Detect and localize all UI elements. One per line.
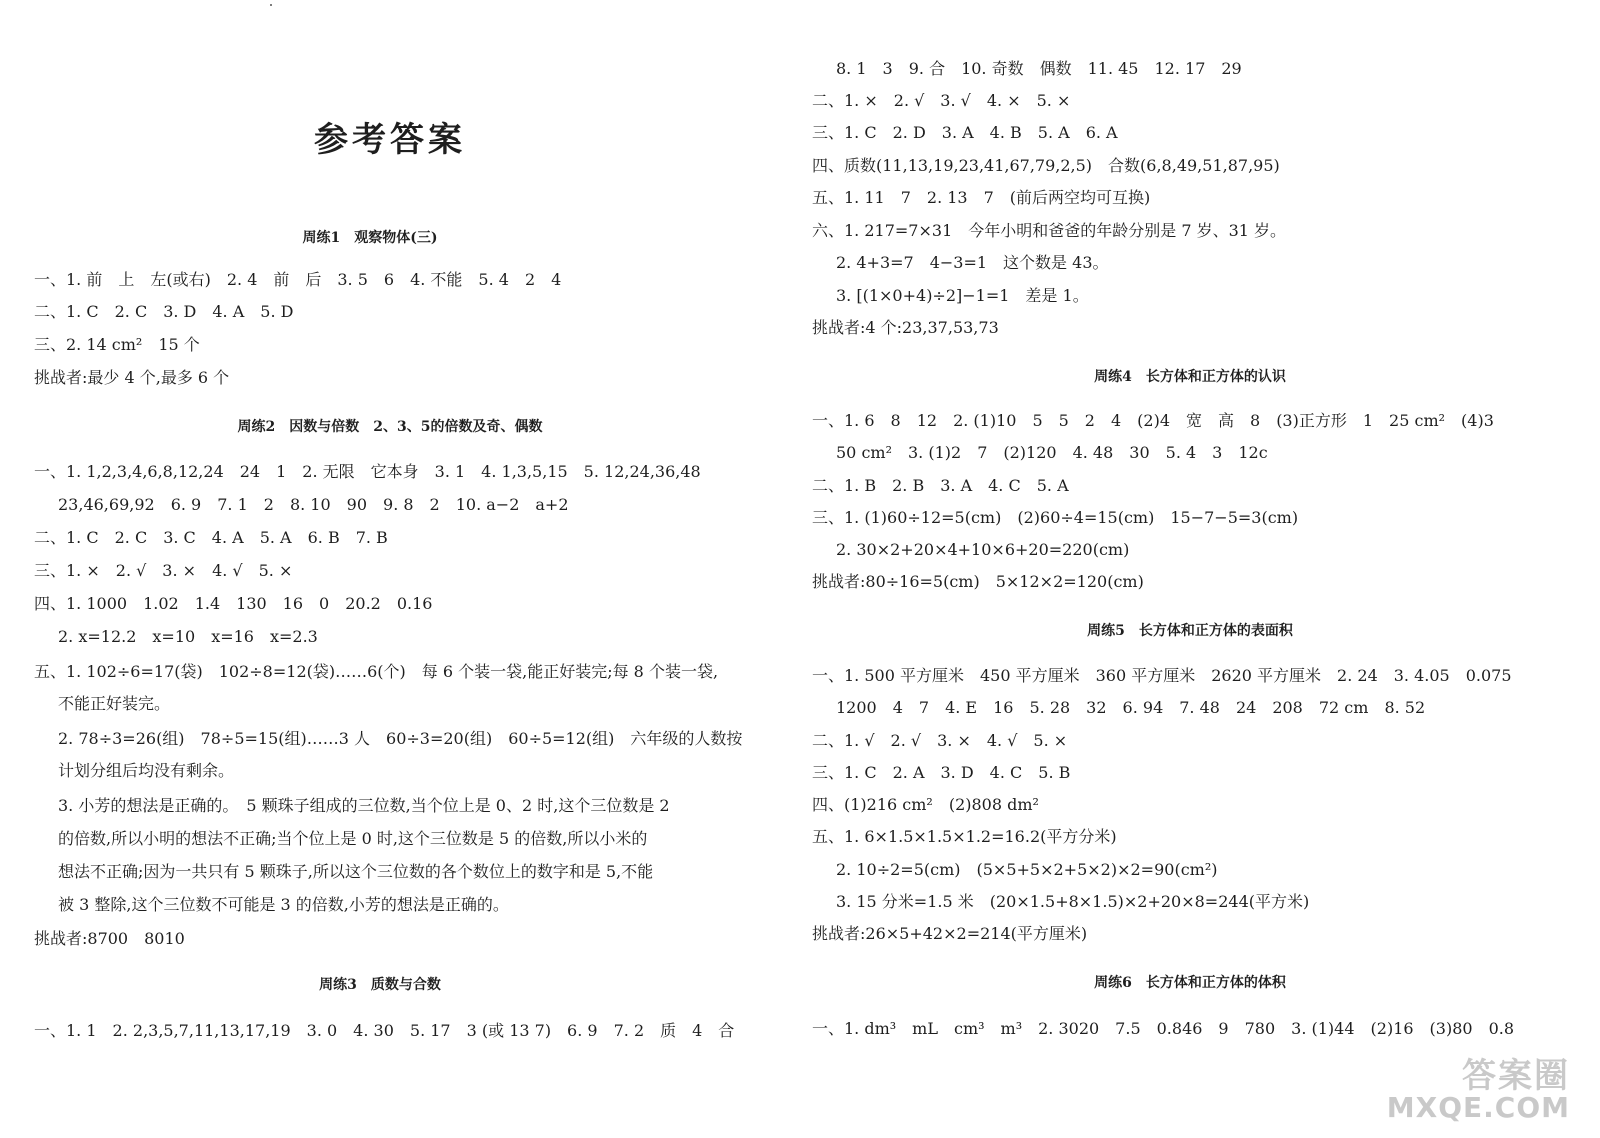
answer-line: 二、1. × 2. √ 3. √ 4. × 5. × [812,91,1071,110]
answer-line: 8. 1 3 9. 合 10. 奇数 偶数 11. 45 12. 17 29 [836,59,1242,78]
answer-line: 一、1. dm³ mL cm³ m³ 2. 3020 7.5 0.846 9 780 3. (1)44 (2)16 (3)80 0.8 [812,1019,1515,1038]
page-title: 参考答案 [314,120,466,160]
dot-mark [270,4,272,6]
answer-line: 50 cm² 3. (1)2 7 (2)120 4. 48 30 5. 4 3 12c [836,443,1268,462]
answer-line: 挑战者:26×5+42×2=214(平方厘米) [812,924,1088,943]
answer-line: 1200 4 7 4. E 16 5. 28 32 6. 94 7. 48 24 208 72 cm 8. 52 [836,698,1426,717]
answer-line: 的倍数,所以小明的想法不正确;当个位上是 0 时,这个三位数是 5 的倍数,所以小米的 [58,829,648,848]
watermark-url: MXQE.COM [1386,1091,1570,1124]
answer-line: 五、1. 6×1.5×1.5×1.2=16.2(平方分米) [812,827,1117,846]
section-heading-week3: 周练3 质数与合数 [319,977,441,993]
section-heading-week6: 周练6 长方体和正方体的体积 [1094,975,1286,991]
answer-line: 计划分组后均没有剩余。 [58,761,235,780]
answer-line: 二、1. C 2. C 3. C 4. A 5. A 6. B 7. B [34,528,388,547]
answer-line: 三、1. × 2. √ 3. × 4. √ 5. × [34,561,293,580]
answer-line: 二、1. C 2. C 3. D 4. A 5. D [34,302,294,321]
answer-line: 3. 小芳的想法是正确的。 5 颗珠子组成的三位数,当个位上是 0、2 时,这个三位数是 2 [58,796,670,815]
answer-line: 三、1. C 2. D 3. A 4. B 5. A 6. A [812,123,1118,142]
answer-line: 想法不正确;因为一共只有 5 颗珠子,所以这个三位数的各个数位上的数字和是 5,不能 [58,862,654,881]
section-heading-week2: 周练2 因数与倍数 2、3、5的倍数及奇、偶数 [237,419,543,435]
section-heading-week5: 周练5 长方体和正方体的表面积 [1087,623,1293,639]
answer-line: 2. 30×2+20×4+10×6+20=220(cm) [836,540,1130,559]
answer-line: 六、1. 217=7×31 今年小明和爸爸的年龄分别是 7 岁、31 岁。 [812,221,1287,240]
answer-line: 四、(1)216 cm² (2)808 dm² [812,795,1039,814]
answer-line: 挑战者:最少 4 个,最多 6 个 [34,368,230,387]
answer-line: 一、1. 1 2. 2,3,5,7,11,13,17,19 3. 0 4. 30 5. 17 3 (或 13 7) 6. 9 7. 2 质 4 合 [34,1021,735,1040]
answer-line: 2. x=12.2 x=10 x=16 x=2.3 [58,627,318,646]
answer-line: 五、1. 11 7 2. 13 7 (前后两空均可互换) [812,188,1151,207]
answer-line: 一、1. 6 8 12 2. (1)10 5 5 2 4 (2)4 宽 高 8 (3)正方形 1 25 cm² (4)3 [812,411,1494,430]
answer-line: 三、1. (1)60÷12=5(cm) (2)60÷4=15(cm) 15−7−5=3(cm) [812,508,1299,527]
answer-line: 三、1. C 2. A 3. D 4. C 5. B [812,763,1071,782]
answer-line: 3. 15 分米=1.5 米 (20×1.5+8×1.5)×2+20×8=244(平方米) [836,892,1310,911]
answer-line: 四、1. 1000 1.02 1.4 130 16 0 20.2 0.16 [34,594,433,613]
answer-line: 2. 4+3=7 4−3=1 这个数是 43。 [836,253,1109,272]
answer-line: 挑战者:8700 8010 [34,929,185,948]
answer-line: 2. 78÷3=26(组) 78÷5=15(组)……3 人 60÷3=20(组) 60÷5=12(组) 六年级的人数按 [58,729,743,748]
answer-line: 2. 10÷2=5(cm) (5×5+5×2+5×2)×2=90(cm²) [836,860,1218,879]
answer-line: 二、1. B 2. B 3. A 4. C 5. A [812,476,1069,495]
answer-line: 被 3 整除,这个三位数不可能是 3 的倍数,小芳的想法是正确的。 [58,895,509,914]
answer-line: 3. [(1×0+4)÷2]−1=1 差是 1。 [836,286,1089,305]
answer-line: 23,46,69,92 6. 9 7. 1 2 8. 10 90 9. 8 2 10. a−2 a+2 [58,495,569,514]
watermark-text: 答案圈 [1462,1056,1570,1096]
answer-line: 三、2. 14 cm² 15 个 [34,335,200,354]
answer-line: 挑战者:80÷16=5(cm) 5×12×2=120(cm) [812,572,1144,591]
answer-line: 不能正好装完。 [58,694,171,713]
watermark-logo [1387,1048,1570,1124]
section-heading-week1: 周练1 观察物体(三) [302,230,438,246]
answer-line: 二、1. √ 2. √ 3. × 4. √ 5. × [812,731,1068,750]
answer-line: 挑战者:4 个:23,37,53,73 [812,318,999,337]
answer-line: 一、1. 前 上 左(或右) 2. 4 前 后 3. 5 6 4. 不能 5. 4 2 4 [34,270,562,289]
answer-line: 四、质数(11,13,19,23,41,67,79,2,5) 合数(6,8,49,51,87,95) [812,156,1280,175]
answer-line: 一、1. 1,2,3,4,6,8,12,24 24 1 2. 无限 它本身 3. 1 4. 1,3,5,15 5. 12,24,36,48 [34,462,701,481]
answer-line: 一、1. 500 平方厘米 450 平方厘米 360 平方厘米 2620 平方厘米 2. 24 3. 4.05 0.075 [812,666,1512,685]
right-page [800,0,1600,1138]
answer-line: 五、1. 102÷6=17(袋) 102÷8=12(袋)……6(个) 每 6 个装一袋,能正好装完;每 8 个装一袋, [34,662,719,681]
section-heading-week4: 周练4 长方体和正方体的认识 [1094,369,1286,385]
